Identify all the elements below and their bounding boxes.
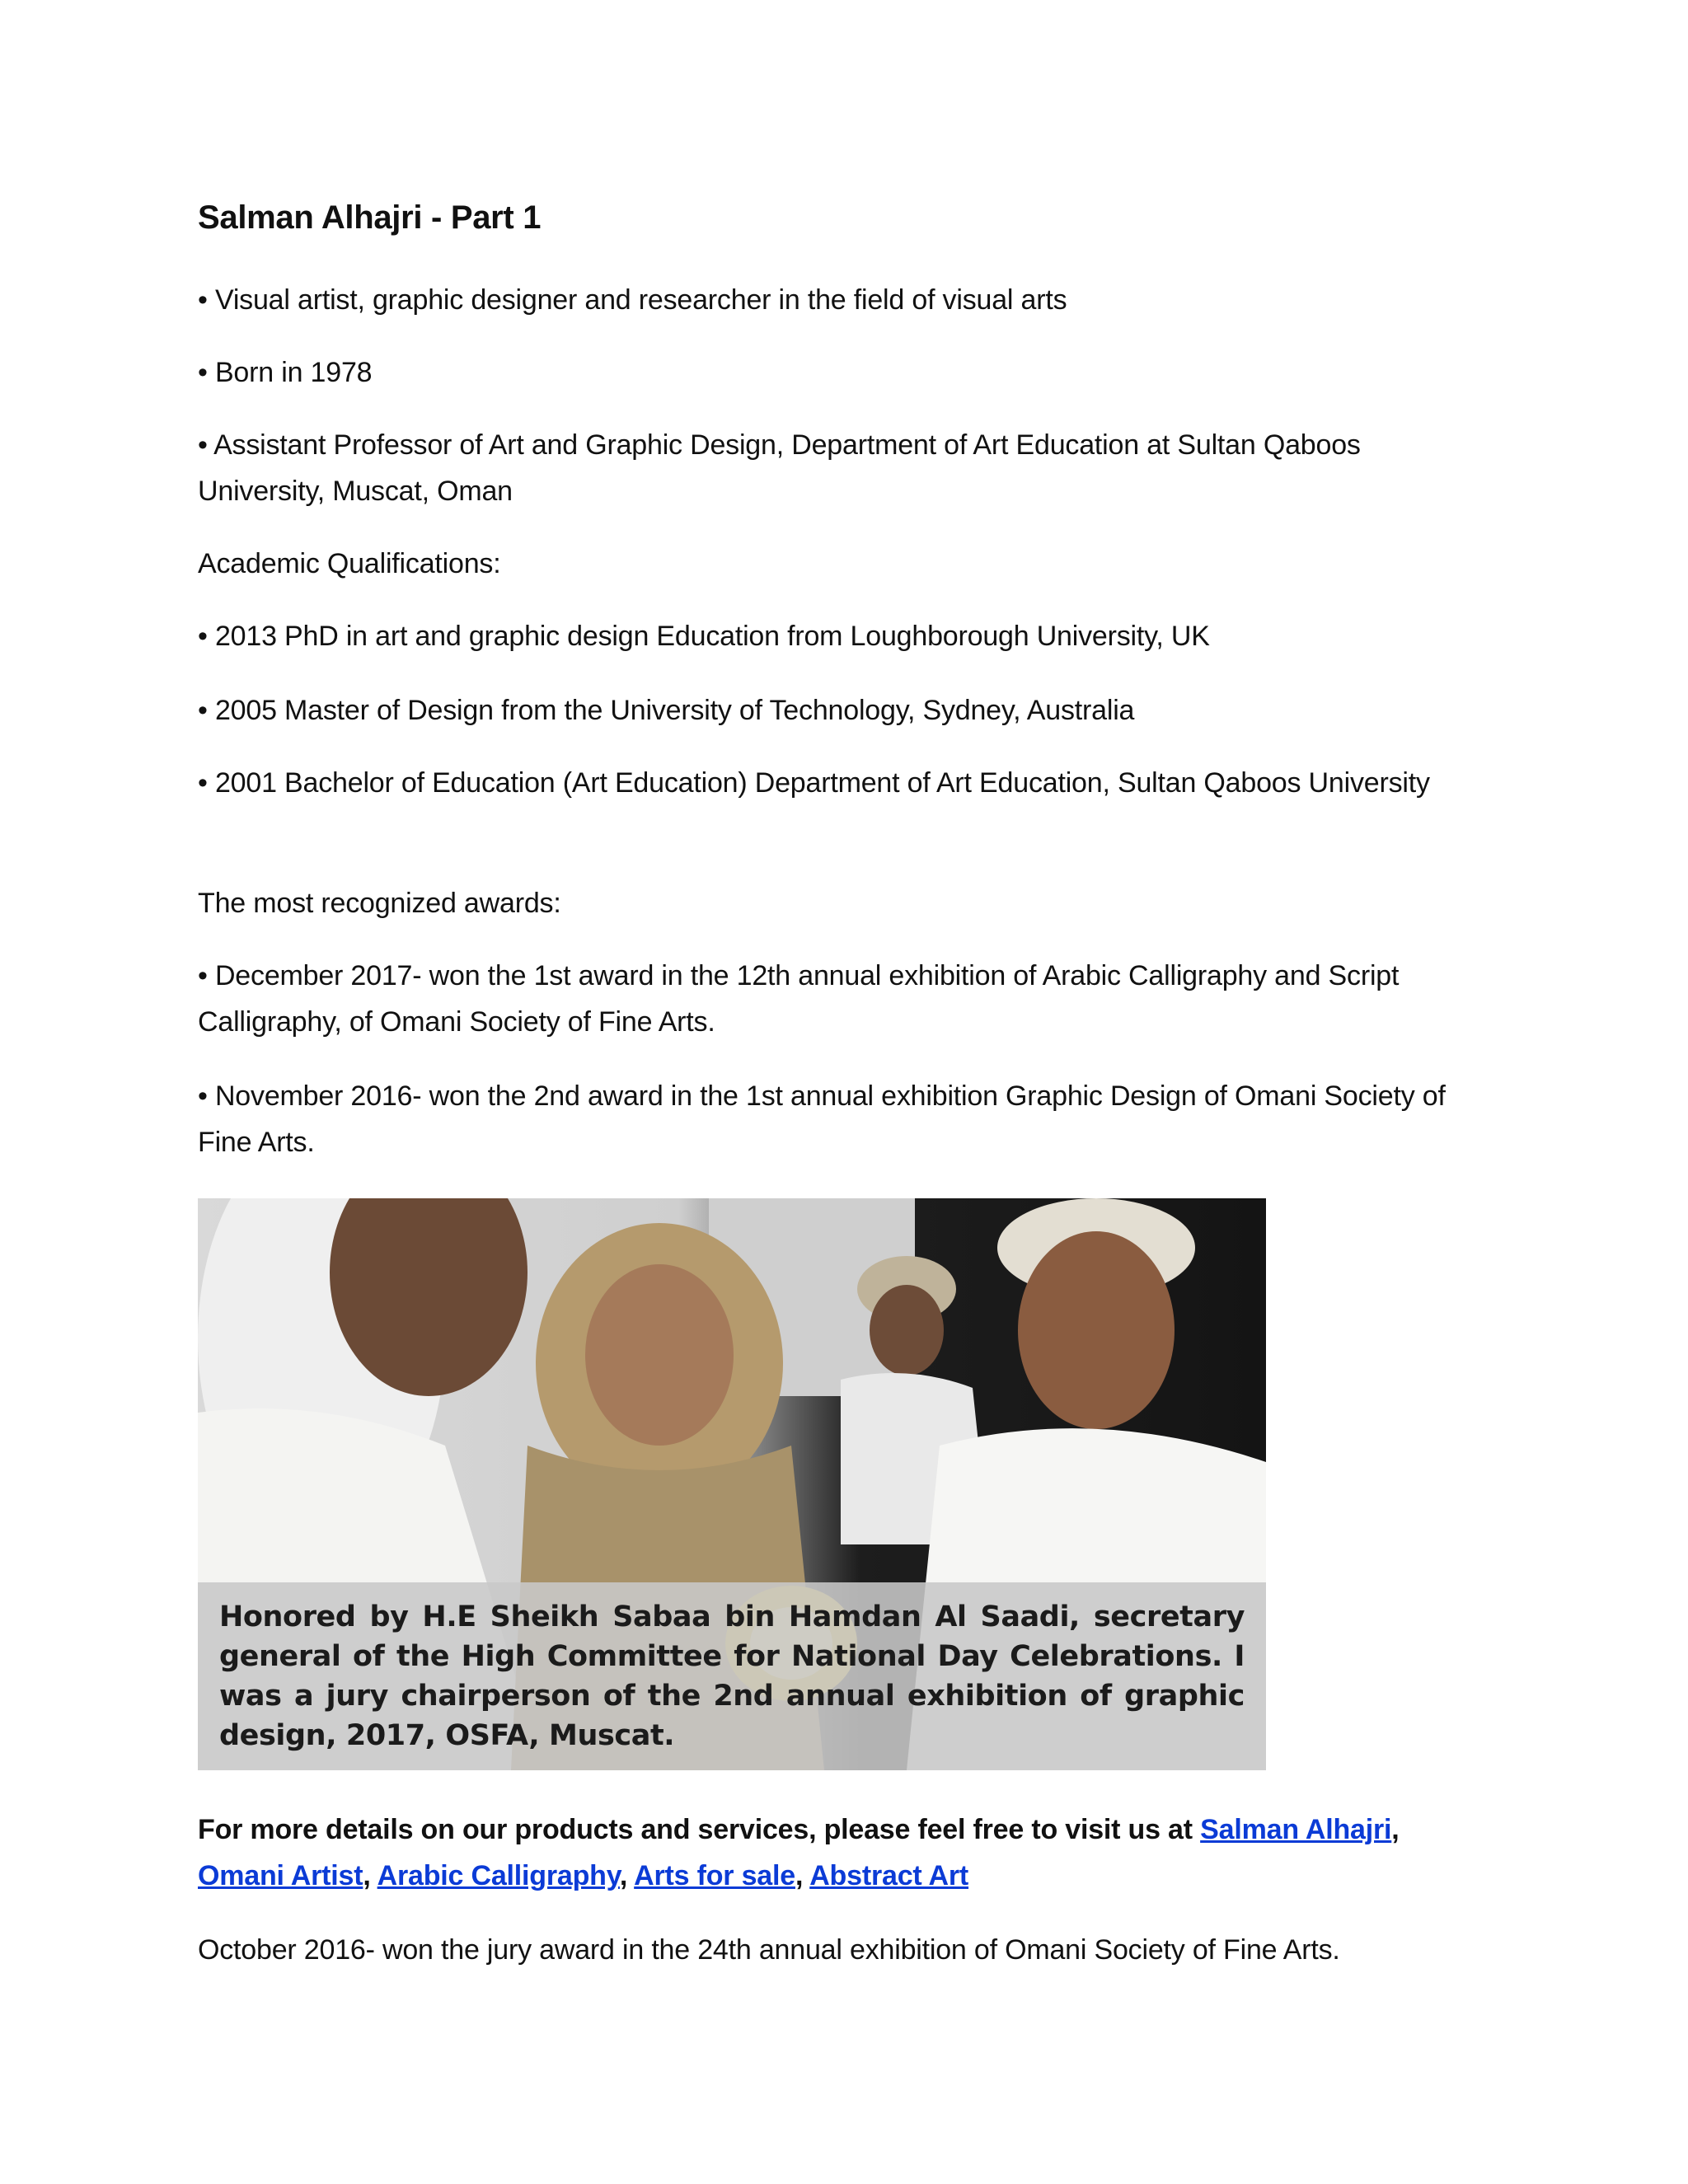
academic-master: • 2005 Master of Design from the University of Technology, Sydney, Australia bbox=[198, 695, 1135, 726]
link-abstract-art[interactable]: Abstract Art bbox=[809, 1860, 969, 1891]
link-salman-alhajri[interactable]: Salman Alhajri bbox=[1200, 1814, 1392, 1845]
link-separator: , bbox=[1391, 1814, 1400, 1845]
link-arts-for-sale[interactable]: Arts for sale bbox=[634, 1860, 795, 1891]
page-title: Salman Alhajri - Part 1 bbox=[198, 199, 542, 236]
award-december-2017: • December 2017- won the 1st award in the 12th annual exhibition of Arabic Calligraphy and Script Calligraphy, of Omani Society of Fine Arts. bbox=[198, 960, 1400, 1038]
bullet-born: • Born in 1978 bbox=[198, 357, 373, 388]
award-november-2016: • November 2016- won the 2nd award in the 1st annual exhibition Graphic Design of Omani Society of Fine Arts. bbox=[198, 1080, 1446, 1158]
link-arabic-calligraphy[interactable]: Arabic Calligraphy bbox=[377, 1860, 620, 1891]
academic-phd: • 2013 PhD in art and graphic design Education from Loughborough University, UK bbox=[198, 621, 1210, 652]
photo-caption-box bbox=[198, 1582, 1266, 1770]
link-omani-artist[interactable]: Omani Artist bbox=[198, 1860, 363, 1891]
more-details-lead: For more details on our products and services, please feel free to visit us at bbox=[198, 1814, 1201, 1845]
link-separator: , bbox=[795, 1860, 810, 1891]
bullet-visual-artist: • Visual artist, graphic designer and researcher in the field of visual arts bbox=[198, 284, 1067, 316]
photo-caption: Honored by H.E Sheikh Sabaa bin Hamdan Al Saadi, secretary general of the High Committee for National Day Celebrations. I was a jury chairperson of the 2nd annual exhibition of graphic design, 2017, OSFA, Muscat. bbox=[219, 1601, 1245, 1752]
academic-heading: Academic Qualifications: bbox=[198, 548, 501, 579]
link-separator: , bbox=[363, 1860, 377, 1891]
academic-bachelor: • 2001 Bachelor of Education (Art Education) Department of Art Education, Sultan Qaboos University bbox=[198, 767, 1430, 799]
bullet-assistant-professor: • Assistant Professor of Art and Graphic Design, Department of Art Education at Sultan Qaboos University, Muscat, Oman bbox=[198, 429, 1361, 507]
more-details-paragraph bbox=[198, 1807, 1484, 1899]
link-separator: , bbox=[619, 1860, 635, 1891]
final-award-line: October 2016- won the jury award in the 24th annual exhibition of Omani Society of Fine Arts. bbox=[198, 1934, 1340, 1966]
awards-heading: The most recognized awards: bbox=[198, 888, 561, 919]
